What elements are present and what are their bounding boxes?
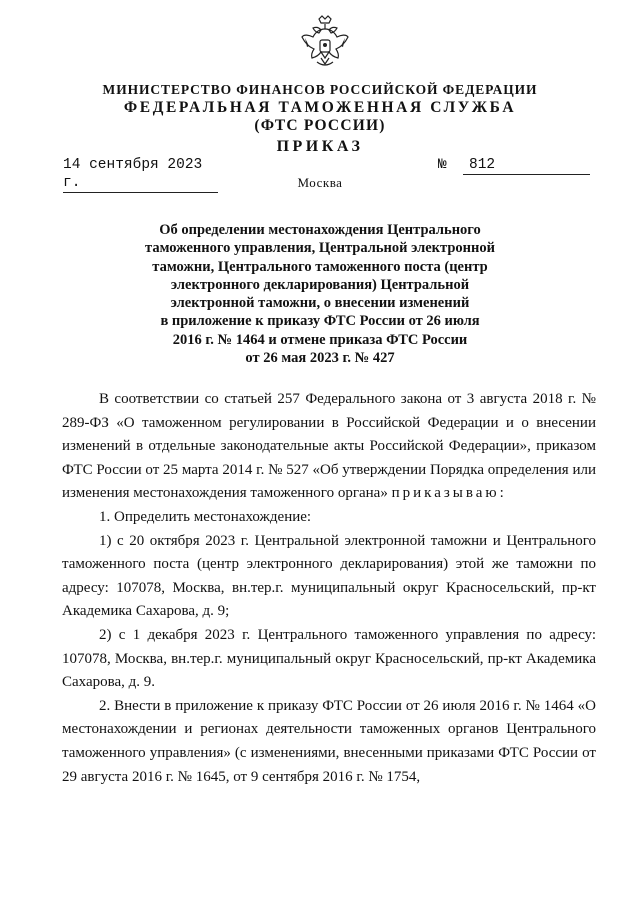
title-line: Об определении местонахождения Центрального xyxy=(159,222,481,238)
order-title xyxy=(110,221,530,367)
clause-2: 2. Внести в приложение к приказу ФТС России от 26 июля 2016 г. № 1464 «О местонахождении и регионах деятельности таможенных органов Центрального таможенного управления» (с изменениями, внесенными приказами ФТС России от 29 августа 2016 г. № 1645, от 9 сентября 2016 г. № 1754, xyxy=(62,697,596,785)
service-short-name: (ФТС РОССИИ) xyxy=(254,117,386,134)
order-verb: приказываю: xyxy=(391,485,507,502)
order-date: 14 сентября 2023 г. xyxy=(63,156,218,193)
preamble-paragraph xyxy=(62,388,596,506)
clause-1-2: 2) с 1 декабря 2023 г. Центрального таможенного управления по адресу: 107078, Москва, вн.тер.г. муниципальный округ Красносельский, пр-кт Академика Сахарова, д. 9. xyxy=(62,626,596,691)
title-line: в приложение к приказу ФТС России от 26 июля xyxy=(160,313,480,330)
clause-1: 1. Определить местонахождение: xyxy=(99,508,312,525)
title-line: таможенного управления, Центральной электронной xyxy=(145,240,495,257)
title-line: электронной таможни, о внесении изменений xyxy=(170,295,470,312)
title-line: электронного декларирования) Центральной xyxy=(170,276,470,293)
russian-coat-of-arms-icon xyxy=(301,14,349,72)
title-line: от 26 мая 2023 г. № 427 xyxy=(245,350,395,367)
title-line: таможни, Центрального таможенного поста (центр xyxy=(152,258,488,275)
preamble-text: В соответствии со статьей 257 Федерального закона от 3 августа 2018 г. № 289-ФЗ «О таможенном регулировании в Российской Федерации и о внесении изменений в отдельные законодательные акты Российской Федерации», приказом ФТС России от 25 марта 2014 г. № 527 «Об утверждении Порядка определения или изменения местонахождения таможенного органа» xyxy=(62,391,596,502)
order-number: 812 xyxy=(463,156,590,175)
service-name: ФЕДЕРАЛЬНАЯ ТАМОЖЕННАЯ СЛУЖБА xyxy=(123,99,517,116)
clause-1-1: 1) с 20 октября 2023 г. Центральной электронной таможни и Центрального таможенного поста (центр электронного декларирования) этой же таможни по адресу: 107078, Москва, вн.тер.г. муниципальный округ Красносельский, пр-кт Академика Сахарова, д. 9; xyxy=(62,532,596,620)
order-body xyxy=(62,388,596,789)
ministry-name: МИНИСТЕРСТВО ФИНАНСОВ РОССИЙСКОЙ ФЕДЕРАЦИИ xyxy=(102,82,538,97)
number-sign: № xyxy=(438,157,447,173)
document-type: ПРИКАЗ xyxy=(276,138,364,155)
city: Москва xyxy=(297,175,343,190)
title-line: 2016 г. № 1464 и отмене приказа ФТС России xyxy=(172,331,468,348)
